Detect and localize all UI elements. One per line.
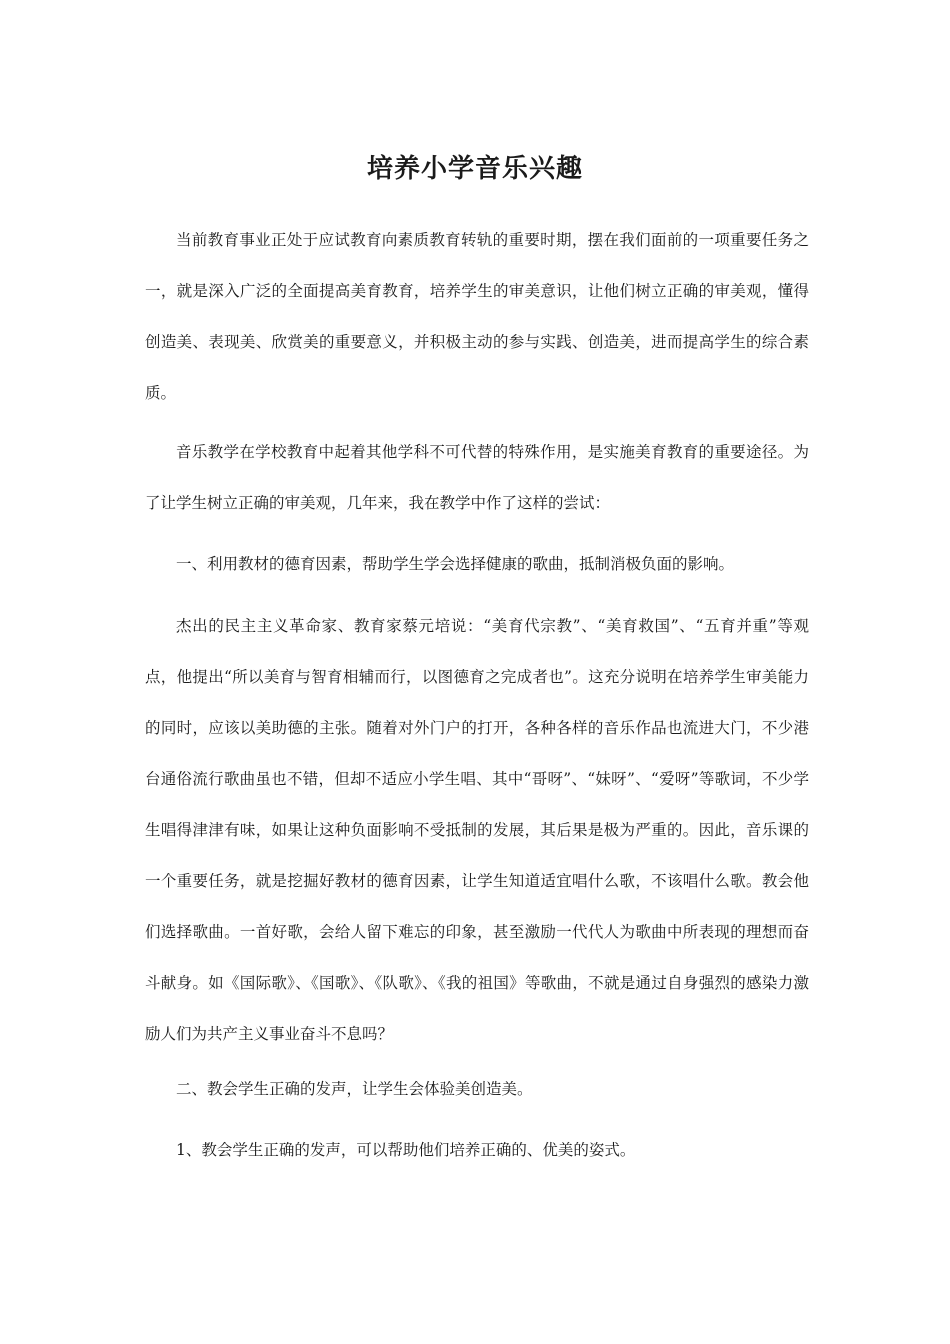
- paragraph-intro: 当前教育事业正处于应试教育向素质教育转轨的重要时期，摆在我们面前的一项重要任务之一，就是深入广泛的全面提高美育教育，培养学生的审美意识，让他们树立正确的审美观，懂得创造美、表现美、欣赏美的重要意义，并积极主动的参与实践、创造美，进而提高学生的综合素质。: [145, 231, 809, 402]
- section-heading-2: 二、教会学生正确的发声，让学生会体验美创造美。: [176, 1080, 533, 1098]
- paragraph-cai-yuanpei: 杰出的民主主义革命家、教育家蔡元培说：“美育代宗教”、“美育救国”、“五育并重”等观点，他提出“所以美育与智育相辅而行，以图德育之完成者也”。这充分说明在培养学生审美能力的同时，应该以美助德的主张。随着对外门户的打开，各种各样的音乐作品也流进大门，不少港台通俗流行歌曲虽也不错，但却不适应小学生唱、其中“哥呀”、“妹呀”、“爱呀”等歌词，不少学生唱得津津有味，如果让这种负面影响不受抵制的发展，其后果是极为严重的。因此，音乐课的一个重要任务，就是挖掘好教材的德育因素，让学生知道适宜唱什么歌，不该唱什么歌。教会他们选择歌曲。一首好歌，会给人留下难忘的印象，甚至激励一代代人为歌曲中所表现的理想而奋斗献身。如《国际歌》、《国歌》、《队歌》、《我的祖国》等歌曲，不就是通过自身强烈的感染力激励人们为共产主义事业奋斗不息吗？: [145, 617, 809, 1043]
- subsection-heading-1: 1、教会学生正确的发声，可以帮助他们培养正确的、优美的姿式。: [176, 1141, 636, 1159]
- document-title: 培养小学音乐兴趣: [366, 154, 583, 184]
- section-heading-1: 一、利用教材的德育因素，帮助学生学会选择健康的歌曲，抵制消极负面的影响。: [176, 555, 735, 573]
- paragraph-music-teaching: 音乐教学在学校教育中起着其他学科不可代替的特殊作用，是实施美育教育的重要途径。为了让学生树立正确的审美观，几年来，我在教学中作了这样的尝试：: [145, 443, 809, 512]
